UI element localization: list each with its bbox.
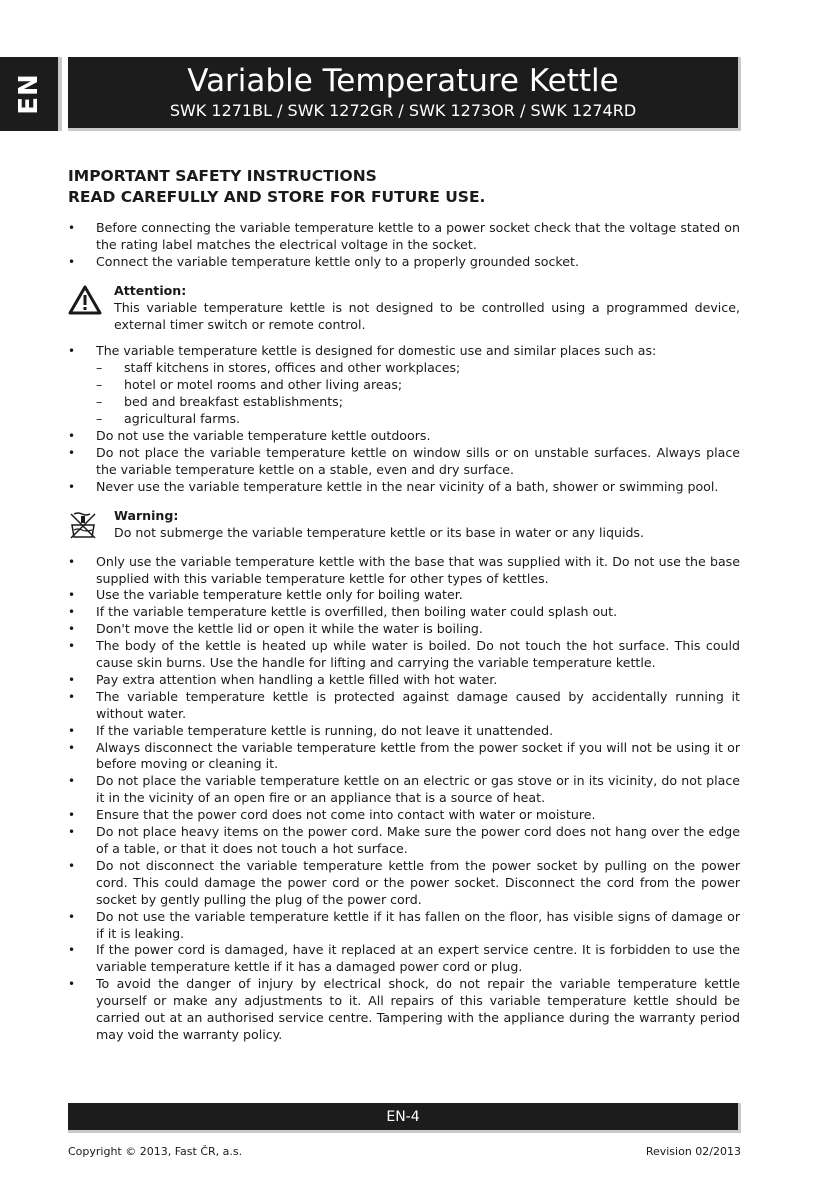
attention-label: Attention:	[114, 282, 187, 298]
bullet-icon: •	[68, 825, 76, 840]
bullet-icon: •	[68, 445, 76, 460]
bullet-icon: •	[68, 672, 76, 687]
list-item: • Ensure that the power cord does not come into contact with water or moisture.	[68, 807, 596, 823]
bullet-icon: •	[68, 740, 76, 755]
bullet-icon: •	[68, 774, 76, 789]
heading-line-2: READ CAREFULLY AND STORE FOR FUTURE USE.	[68, 188, 486, 206]
bullet-icon: •	[68, 479, 76, 494]
list-item: • If the variable temperature kettle is running, do not leave it unattended.	[68, 722, 554, 738]
bullet-icon: •	[68, 605, 76, 620]
list-item: • Do not use the variable temperature kettle if it has fallen on the floor, has visible signs of damage or if it is leaking.	[68, 908, 740, 941]
list-item: • Connect the variable temperature kettle only to a properly grounded socket.	[68, 253, 579, 269]
model-numbers: SWK 1271BL / SWK 1272GR / SWK 1273OR / SWK 1274RD	[169, 101, 637, 120]
bullet-icon: •	[68, 221, 76, 235]
bullet-list-b	[68, 343, 740, 495]
list-item: • Do not place the variable temperature kettle on window sills or on unstable surfaces. Always place the variable temperature kettle on a stable, even and dry surface.	[68, 444, 740, 477]
warning-triangle-icon	[68, 283, 114, 334]
list-item: • Don't move the kettle lid or open it while the water is boiling.	[68, 621, 483, 637]
bullet-icon: •	[68, 689, 76, 704]
list-item: • To avoid the danger of injury by electrical shock, do not repair the variable temperature kettle yourself or make any adjustments to it. All repairs of this variable temperature kettle should be carried out at an authorised service centre. Tampering with the appliance during the warranty period may void the warranty policy.	[68, 976, 740, 1042]
sub-list-item: – hotel or motel rooms and other living areas;	[96, 377, 403, 393]
list-item: • Use the variable temperature kettle only for boiling water.	[68, 587, 463, 603]
heading-line-1: IMPORTANT SAFETY INSTRUCTIONS	[68, 167, 377, 185]
bullet-list-a	[68, 220, 740, 271]
attention-notice	[68, 283, 740, 334]
no-immersion-icon	[68, 508, 114, 544]
safety-content	[68, 166, 740, 1044]
list-item: • Never use the variable temperature kettle in the near vicinity of a bath, shower or swimming pool.	[68, 478, 719, 494]
list-item: • The variable temperature kettle is designed for domestic use and similar places such as:	[68, 343, 657, 359]
bullet-icon: •	[68, 977, 76, 992]
list-item: • Do not disconnect the variable temperature kettle from the power socket by pulling on the power cord. This could damage the power cord or the power socket. Disconnect the cord from the power socket by gently pulling the plug of the power cord.	[68, 857, 740, 907]
revision-text: Revision 02/2013	[645, 1145, 741, 1158]
language-tab	[0, 57, 62, 131]
bullet-list-c	[68, 554, 740, 1044]
list-item: • If the power cord is damaged, have it replaced at an expert service centre. It is forbidden to use the variable temperature kettle if it has a damaged power cord or plug.	[68, 942, 740, 975]
sub-list-item: – staff kitchens in stores, offices and other workplaces;	[96, 360, 461, 376]
sub-list-item: – bed and breakfast establishments;	[96, 394, 343, 410]
copyright-text: Copyright © 2013, Fast ČR, a.s.	[68, 1145, 243, 1158]
page-number: EN-4	[386, 1109, 420, 1125]
bullet-icon: •	[68, 254, 76, 269]
list-item: • Always disconnect the variable temperature kettle from the power socket if you will not be using it or before moving or cleaning it.	[68, 739, 740, 772]
list-item: • The body of the kettle is heated up while water is boiled. Do not touch the hot surface. This could cause skin burns. Use the handle for lifting and carrying the variable temperature kettle.	[68, 638, 740, 671]
list-item: • Do not place heavy items on the power cord. Make sure the power cord does not hang over the edge of a table, or that it does not touch a hot surface.	[68, 824, 740, 856]
warning-label: Warning:	[114, 507, 179, 523]
warning-text: Do not submerge the variable temperature kettle or its base in water or any liquids.	[114, 524, 645, 540]
page-title: Variable Temperature Kettle	[187, 63, 619, 99]
list-item: • Only use the variable temperature kettle with the base that was supplied with it. Do not use the base supplied with this variable temperature kettle for other types of kettles.	[68, 553, 740, 586]
warning-notice	[68, 508, 740, 544]
list-item: • If the variable temperature kettle is overfilled, then boiling water could splash out.	[68, 604, 618, 620]
bullet-icon: •	[68, 588, 76, 603]
bullet-icon: •	[68, 428, 76, 443]
bullet-icon: •	[68, 808, 76, 823]
list-item: • Do not use the variable temperature kettle outdoors.	[68, 427, 431, 443]
list-item: • Pay extra attention when handling a kettle filled with hot water.	[68, 671, 498, 687]
bullet-icon: •	[68, 943, 76, 958]
title-banner	[68, 57, 741, 131]
language-code: EN	[14, 73, 44, 115]
bullet-icon: •	[68, 909, 76, 924]
bullet-icon: •	[68, 554, 76, 569]
page-number-bar	[68, 1103, 741, 1133]
sub-list-item: – agricultural farms.	[96, 411, 241, 427]
bullet-icon: •	[68, 622, 76, 637]
list-item: • Before connecting the variable temperature kettle to a power socket check that the voltage stated on the rating label matches the electrical voltage in the socket.	[68, 220, 740, 252]
list-item: • The variable temperature kettle is protected against damage caused by accidentally running it without water.	[68, 688, 740, 721]
bullet-icon: •	[68, 858, 76, 873]
bullet-icon: •	[68, 344, 76, 359]
attention-text: This variable temperature kettle is not designed to be controlled using a programmed device, external timer switch or remote control.	[114, 299, 740, 332]
bullet-icon: •	[68, 723, 76, 738]
list-item: • Do not place the variable temperature kettle on an electric or gas stove or in its vicinity, do not place it in the vicinity of an open fire or an appliance that is a source of heat.	[68, 773, 740, 806]
bullet-icon: •	[68, 639, 76, 654]
